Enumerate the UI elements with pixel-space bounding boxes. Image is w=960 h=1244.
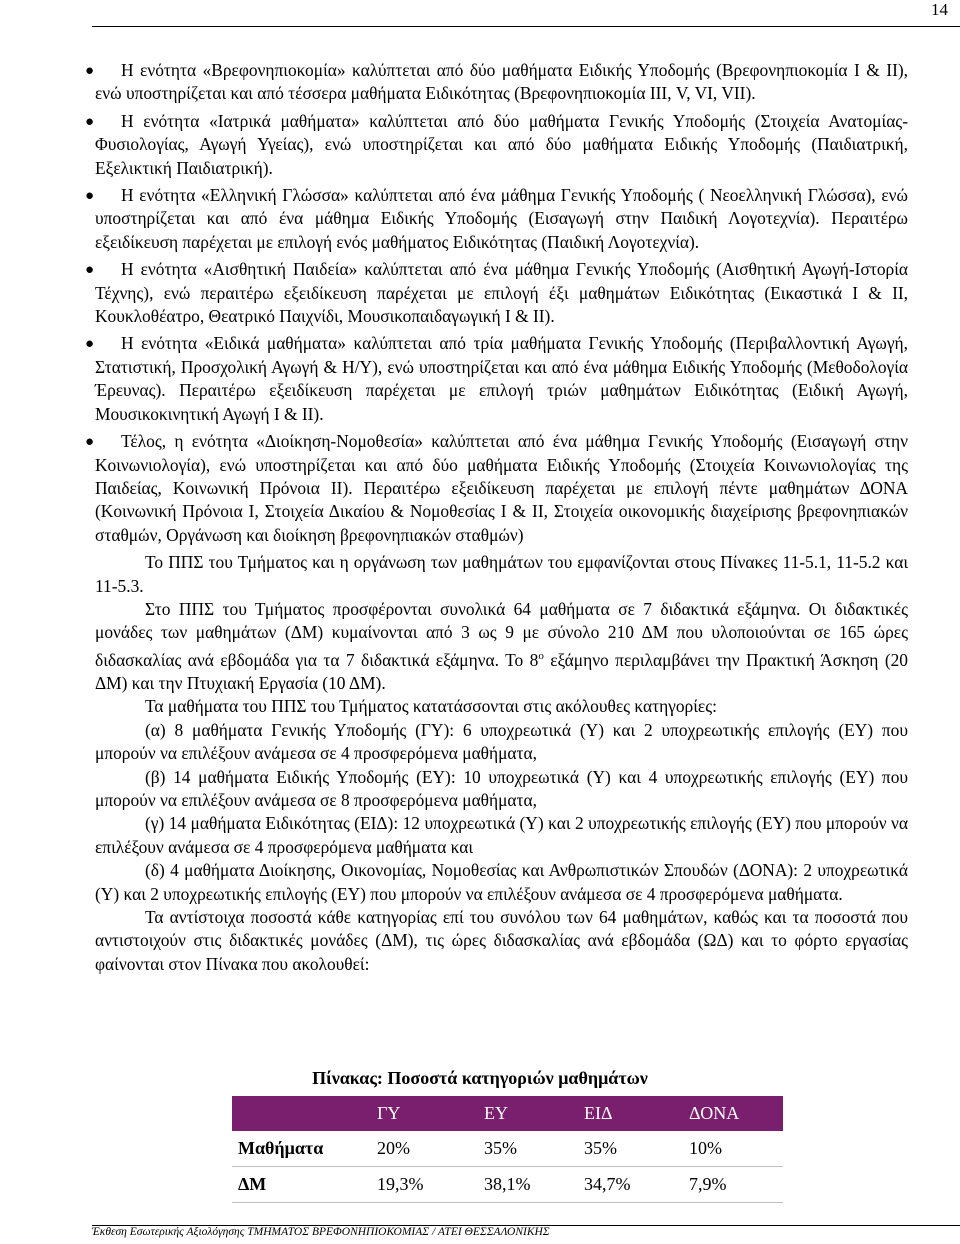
table-cell: 7,9%: [683, 1167, 783, 1203]
paragraph-tables-reference: Το ΠΠΣ του Τμήματος και η οργάνωση των μαθημάτων του εμφανίζονται στους Πίνακες 11-5.1, 11-5.2 και 11-5.3.: [95, 552, 908, 596]
page-header: [92, 0, 960, 27]
bullet-icon: ●: [85, 336, 95, 353]
list-item: ● Η ενότητα «Ιατρικά μαθήματα» καλύπτεται από δύο μαθήματα Γενικής Υποδομής (Στοιχεία Ανατομίας-Φυσιολογίας, Αγωγή Υγείας), ενώ υποστηρίζεται και από δύο μαθήματα Ειδικής Υποδομής (Παιδιατρική, Εξελικτική Παιδιατρική).: [85, 110, 908, 178]
table-cell: 10%: [683, 1131, 783, 1167]
table-header-cell: ΕΙΔ: [578, 1096, 683, 1131]
paragraph-categories-intro: Τα μαθήματα του ΠΠΣ του Τμήματος κατατάσσονται στις ακόλουθες κατηγορίες:: [145, 696, 717, 717]
bullet-list: [85, 59, 908, 547]
superscript: ο: [538, 649, 544, 662]
table-header-cell: [232, 1096, 371, 1131]
row-label: Μαθήματα: [232, 1131, 371, 1167]
paragraph-course-summary: Στο ΠΠΣ του Τμήματος προσφέρονται συνολικά 64 μαθήματα σε 7 διδακτικά εξάμηνα. Οι διδακτικές μονάδες των μαθημάτων (ΔΜ) κυμαίνονται από 3 ως 9 με σύνολο 210 ΔΜ που υλοποιούνται σε 165 ώρες διδασκαλίας ανά εβδομάδα για τα 7 διδακτικά εξάμηνα. Το $8^o$ εξάμηνο περιλαμβάνει την Πρακτική Άσκηση (20 ΔΜ) και την Πτυχιακή Εργασία (10 ΔΜ).: [95, 598, 908, 693]
table-cell: 34,7%: [578, 1167, 683, 1203]
table-header-cell: ΔΟΝΑ: [683, 1096, 783, 1131]
category-item-d: (δ) 4 μαθήματα Διοίκησης, Οικονομίας, Νομοθεσίας και Ανθρωπιστικών Σπουδών (ΔΟΝΑ): 2 υποχρεωτικά (Υ) και 2 υποχρεωτικής επιλογής (ΕΥ) που μπορούν να επιλέξουν ανάμεσα σε 4 προσφερόμενα μαθήματα.: [95, 860, 908, 904]
bullet-icon: ●: [85, 188, 95, 205]
table-cell: 19,3%: [371, 1167, 478, 1203]
paragraph-percentages-intro: Τα αντίστοιχα ποσοστά κάθε κατηγορίας επί του συνόλου των 64 μαθημάτων, καθώς και τα ποσοστά που αντιστοιχούν στις διδακτικές μονάδες (ΔΜ), τις ώρες διδασκαλίας ανά εβδομάδα (ΩΔ) και το φόρτο εργασίας φαίνονται στον Πίνακα που ακολουθεί:: [95, 907, 908, 974]
category-item-a: (α) 8 μαθήματα Γενικής Υποδομής (ΓΥ): 6 υποχρεωτικά (Υ) και 2 υποχρεωτικής επιλογής (ΕΥ) που μπορούν να επιλέξουν ανάμεσα σε 4 προσφερόμενα μαθήματα,: [95, 719, 908, 764]
category-item-c: (γ) 14 μαθήματα Ειδικότητας (ΕΙΔ): 12 υποχρεωτικά (Υ) και 2 υποχρεωτικής επιλογής (ΕΥ) που μπορούν να επιλέξουν ανάμεσα σε 4 προσφερόμενα μαθήματα και: [95, 813, 908, 857]
list-item: ● Η ενότητα «Ειδικά μαθήματα» καλύπτεται από τρία μαθήματα Γενικής Υποδομής (Περιβαλλοντική Αγωγή, Στατιστική, Προσχολική Αγωγή & Η/Υ), ενώ υποστηρίζεται και από ένα μάθημα Ειδικής Υποδομής (Μεθοδολογία Έρευνας). Περαιτέρω εξειδίκευση παρέχεται με επιλογή τριών μαθημάτων Ειδικότητας (Ειδική Αγωγή, Μουσικοκινητική Αγωγή Ι & ΙΙ).: [85, 333, 908, 424]
bullet-icon: ●: [85, 262, 95, 279]
table-header-cell: ΓΥ: [371, 1096, 478, 1131]
page-number: 14: [931, 0, 948, 19]
document-body: [85, 59, 908, 976]
table-header-row: [232, 1096, 783, 1131]
bullet-icon: ●: [85, 113, 95, 130]
list-item: ● Η ενότητα «Ελληνική Γλώσσα» καλύπτεται από ένα μάθημα Γενικής Υποδομής ( Νεοελληνική Γλώσσα), ενώ υποστηρίζεται και από ένα μάθημα Ειδικής Υποδομής (Εισαγωγή στην Παιδική Λογοτεχνία). Περαιτέρω εξειδίκευση παρέχεται με επιλογή ενός μαθήματος Ειδικότητας (Παιδική Λογοτεχνία).: [85, 185, 908, 252]
table-cell: 38,1%: [478, 1167, 578, 1203]
table-cell: 35%: [578, 1131, 683, 1167]
list-item: ● Η ενότητα «Βρεφονηπιοκομία» καλύπτεται από δύο μαθήματα Ειδικής Υποδομής (Βρεφονηπιοκομία Ι & ΙΙ), ενώ υποστηρίζεται και από τέσσερα μαθήματα Ειδικότητας (Βρεφονηπιοκομία ΙΙΙ, V, VI, VII).: [85, 60, 908, 104]
page-footer: Έκθεση Εσωτερικής Αξιολόγησης ΤΜΗΜΑΤΟΣ ΒΡΕΦΟΝΗΠΙΟΚΟΜΙΑΣ / ΑΤΕΙ ΘΕΣΣΑΛΟΝΙΚΗΣ: [92, 1225, 960, 1238]
category-item-b: (β) 14 μαθήματα Ειδικής Υποδομής (ΕΥ): 10 υποχρεωτικά (Υ) και 4 υποχρεωτικής επιλογής (ΕΥ) που μπορούν να επιλέξουν ανάμεσα σε 8 προσφερόμενα μαθήματα,: [95, 766, 908, 810]
table-row: [232, 1131, 783, 1167]
table-row: [232, 1167, 783, 1203]
bullet-icon: ●: [85, 434, 95, 451]
bullet-icon: ●: [85, 63, 95, 79]
list-item: ● Τέλος, η ενότητα «Διοίκηση-Νομοθεσία» καλύπτεται από ένα μάθημα Γενικής Υποδομής (Εισαγωγή στην Κοινωνιολογία), ενώ υποστηρίζεται και από δύο μαθήματα Ειδικής Υποδομής (Στοιχεία Κοινωνιολογίας της Παιδείας, Κοινωνική Πρόνοια ΙΙ). Περαιτέρω εξειδίκευση παρέχεται με επιλογή πέντε μαθημάτων ΔΟΝΑ (Κοινωνική Πρόνοια Ι, Στοιχεία Δικαίου & Νομοθεσίας Ι & ΙΙ, Στοιχεία οικονομικής διαχείρισης βρεφονηπιακών σταθμών, Οργάνωση και διοίκηση βρεφονηπιακών σταθμών): [85, 431, 908, 545]
table-cell: 35%: [478, 1131, 578, 1167]
table-title: Πίνακας: Ποσοστά κατηγοριών μαθημάτων: [312, 1068, 648, 1088]
category-percentages-table: [232, 1096, 783, 1203]
table-header-cell: ΕΥ: [478, 1096, 578, 1131]
table-cell: 20%: [371, 1131, 478, 1167]
list-item: ● Η ενότητα «Αισθητική Παιδεία» καλύπτεται από ένα μάθημα Γενικής Υποδομής (Αισθητική Αγωγή-Ιστορία Τέχνης), ενώ περαιτέρω εξειδίκευση παρέχεται με επιλογή έξι μαθημάτων Ειδικότητας (Εικαστικά Ι & ΙΙ, Κουκλοθέατρο, Θεατρικό Παιχνίδι, Μουσικοπαιδαγωγική Ι & ΙΙ).: [85, 259, 908, 327]
row-label: ΔΜ: [232, 1167, 371, 1203]
